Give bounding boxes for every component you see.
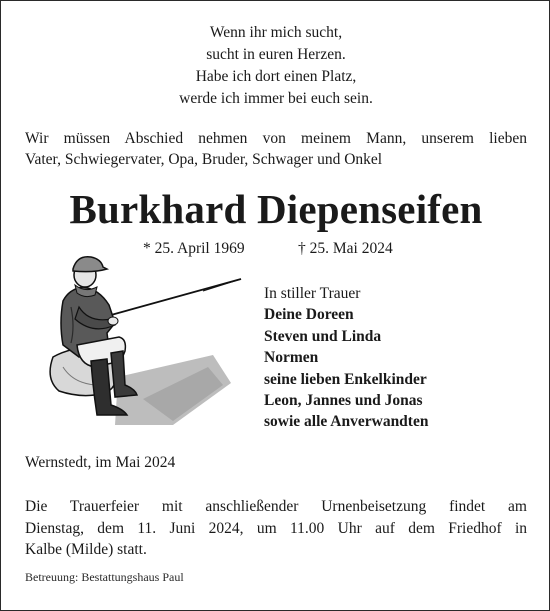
ceremony-details (25, 496, 527, 561)
poem-line: Habe ich dort einen Platz, (195, 68, 357, 85)
mourner-entry: Leon, Jannes und Jonas (264, 392, 423, 410)
angler-sitting-icon (23, 249, 253, 429)
intro-line: Wir müssen Abschied nehmen von meinem Mann, unserem lieben (25, 130, 527, 147)
mourner-entry: Normen (264, 349, 319, 367)
mourner-entry: Deine Doreen (264, 306, 354, 324)
deceased-name: Burkhard Diepenseifen (69, 186, 483, 232)
ceremony-line: Dienstag, dem 11. Juni 2024, um 11.00 Uhr auf dem Friedhof in (25, 519, 527, 537)
farewell-intro (25, 128, 527, 170)
ceremony-line: Die Trauerfeier mit anschließender Urnenbeisetzung findet am (25, 498, 527, 515)
poem-line: sucht in euren Herzen. (206, 46, 346, 63)
poem-line: werde ich immer bei euch sein. (179, 90, 373, 107)
death-date: † 25. Mai 2024 (298, 240, 393, 257)
intro-line: Vater, Schwiegervater, Opa, Bruder, Schwager und Onkel (25, 151, 383, 168)
mourners-lead: In stiller Trauer (264, 285, 361, 302)
ceremony-line: Kalbe (Milde) statt. (25, 541, 147, 558)
mourner-entry: Steven und Linda (264, 327, 382, 345)
mourners-list (264, 283, 428, 433)
mourner-entry: seine lieben Enkelkinder (264, 370, 427, 388)
poem-line: Wenn ihr mich sucht, (209, 24, 343, 41)
place-and-date: Wernstedt, im Mai 2024 (25, 454, 176, 471)
funeral-home-credit: Betreuung: Bestattungshaus Paul (25, 570, 184, 584)
memorial-poem (1, 22, 550, 110)
mourner-entry: sowie alle Anverwandten (264, 413, 429, 431)
birth-date: * 25. April 1969 (143, 240, 245, 257)
